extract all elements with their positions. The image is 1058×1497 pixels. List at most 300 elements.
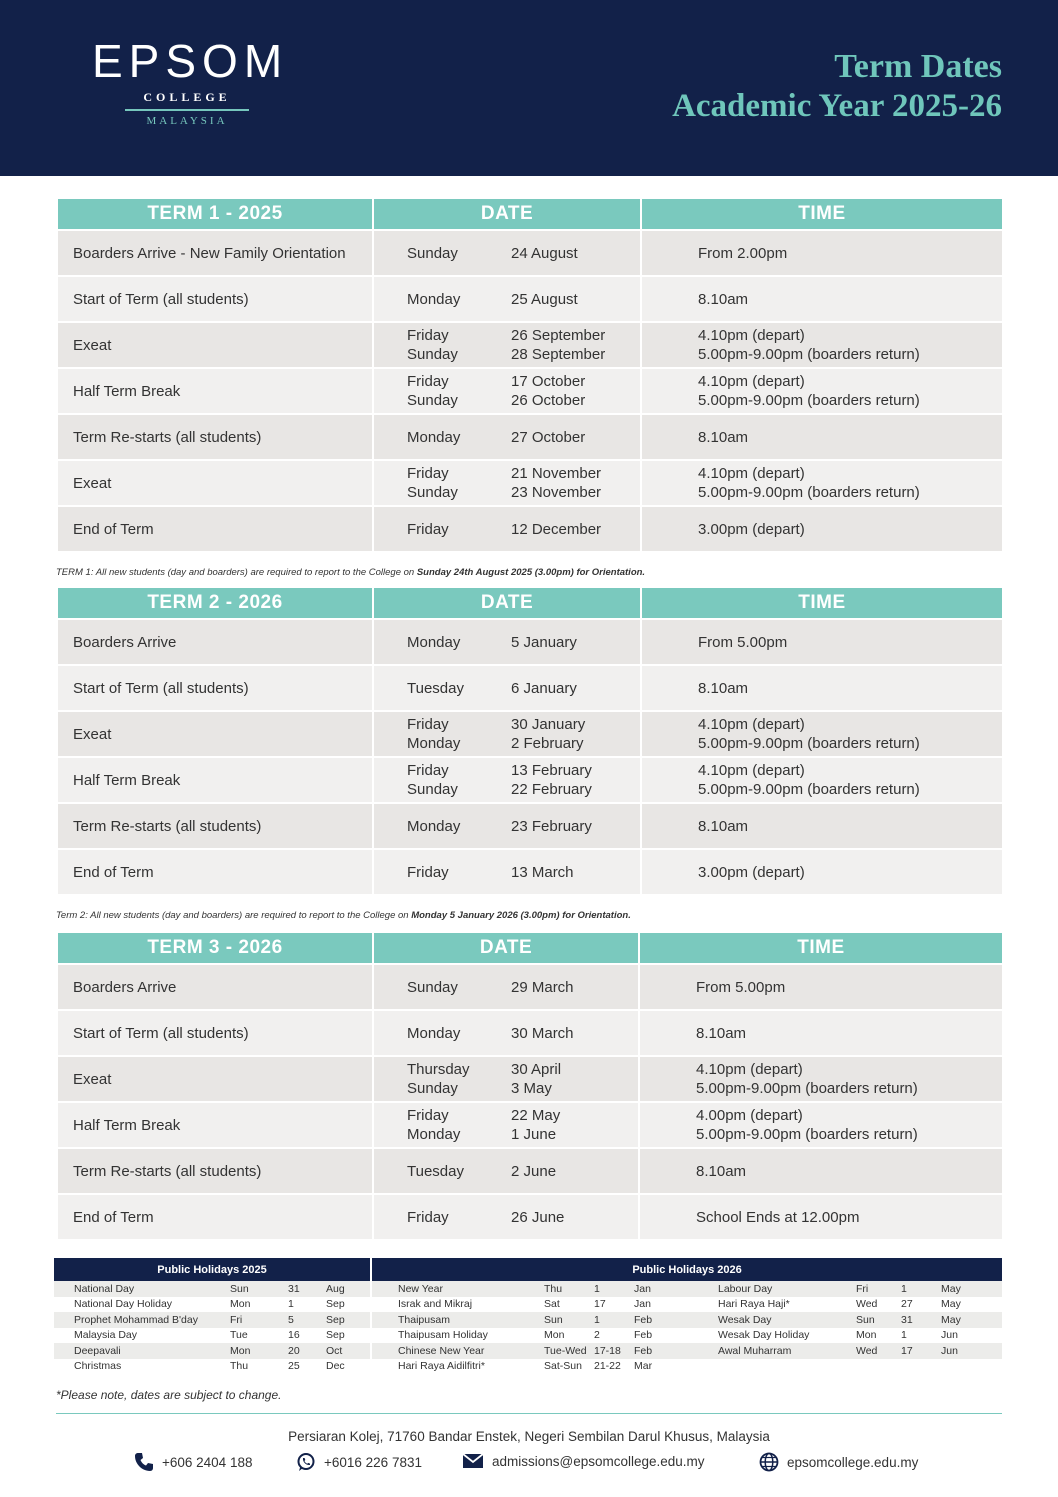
- event-cell: [58, 507, 372, 551]
- calendar-date: 2 June: [511, 1162, 557, 1180]
- holiday-row: [54, 1281, 370, 1297]
- date-line: [407, 391, 640, 410]
- holiday-name: Prophet Mohammad B'day: [54, 1312, 230, 1328]
- date-line: [407, 483, 640, 502]
- date-line: [407, 345, 640, 364]
- calendar-date: 12 December: [511, 520, 602, 538]
- date-cell: [374, 507, 640, 551]
- event-label: Exeat: [73, 474, 112, 492]
- time-value: 8.10am: [698, 290, 749, 308]
- date-line: [407, 244, 640, 263]
- weekday: Friday: [407, 465, 449, 482]
- table-row: [58, 1057, 1002, 1101]
- empty-cell: [941, 1359, 1002, 1375]
- weekday: Tuesday: [407, 1162, 464, 1180]
- holiday-name: National Day Holiday: [74, 1298, 173, 1311]
- table-row: [58, 758, 1002, 802]
- event-cell: [58, 620, 372, 664]
- weekday: Tuesday: [407, 679, 464, 697]
- holiday-day: Sat-Sun: [544, 1360, 582, 1373]
- holiday-name: Labour Day: [692, 1281, 856, 1297]
- term-heading: TERM 1 - 2025: [58, 199, 372, 229]
- date-heading: DATE: [374, 933, 638, 963]
- time-value: 5.00pm-9.00pm (boarders return): [698, 346, 920, 363]
- weekday: Sunday: [407, 484, 458, 501]
- date-line: [407, 1106, 638, 1125]
- holiday-day: Wed: [856, 1298, 878, 1311]
- holiday-month: Aug: [326, 1281, 370, 1297]
- event-label: Boarders Arrive: [73, 633, 177, 651]
- time-cell: [640, 1195, 1002, 1239]
- weekday: Monday: [407, 735, 461, 752]
- weekday: Sunday: [407, 346, 458, 363]
- calendar-date: 26 September: [511, 327, 606, 344]
- weekday: Sunday: [407, 1080, 458, 1097]
- time-value: 8.10am: [698, 428, 749, 446]
- note-emphasis: Sunday 24th August 2025 (3.00pm) for Orientation.: [416, 567, 646, 578]
- time-cell: [642, 277, 1002, 321]
- holiday-day: Sat: [544, 1298, 560, 1311]
- website-contact[interactable]: [759, 1452, 918, 1472]
- time-cell: [640, 965, 1002, 1009]
- weekday: Sunday: [407, 781, 458, 798]
- holiday-name: Wesak Day: [692, 1312, 856, 1328]
- event-cell: [58, 1057, 372, 1101]
- holiday-month: Feb: [634, 1312, 692, 1328]
- time-cell: [642, 850, 1002, 894]
- date-line: [407, 978, 638, 997]
- holiday-day: Tue: [230, 1329, 248, 1342]
- date-line: [407, 290, 640, 309]
- event-label: Term Re-starts (all students): [73, 1162, 262, 1180]
- term-2-table: [56, 586, 1004, 896]
- date-cell: [374, 415, 640, 459]
- event-label: Exeat: [73, 1070, 112, 1088]
- time-cell: [642, 461, 1002, 505]
- event-cell: [58, 712, 372, 756]
- date-cell: [374, 620, 640, 664]
- weekday: Friday: [407, 762, 449, 779]
- event-cell: [58, 1195, 372, 1239]
- event-label: End of Term: [73, 520, 154, 538]
- calendar-date: 22 February: [511, 781, 592, 798]
- date-line: [407, 372, 640, 391]
- holiday-date: 1: [594, 1281, 634, 1297]
- holiday-month: Jun: [941, 1343, 1002, 1359]
- holiday-month: Mar: [634, 1360, 653, 1373]
- globe-icon: [759, 1452, 779, 1472]
- holiday-day: Fri: [230, 1312, 288, 1328]
- table-row: [58, 507, 1002, 551]
- event-cell: [58, 231, 372, 275]
- empty-cell: [692, 1359, 856, 1375]
- email-contact[interactable]: [462, 1452, 705, 1470]
- holiday-row: [372, 1297, 1002, 1313]
- date-cell: [374, 369, 640, 413]
- holiday-month: Feb: [634, 1343, 692, 1359]
- table-row: [58, 323, 1002, 367]
- table-row: [58, 666, 1002, 710]
- date-line: [407, 428, 640, 447]
- holiday-month: Jan: [634, 1298, 651, 1311]
- holiday-name: Thaipusam Holiday: [398, 1329, 488, 1342]
- table-row: [58, 415, 1002, 459]
- holiday-date: 1: [288, 1298, 294, 1311]
- date-cell: [374, 461, 640, 505]
- holiday-day: Mon: [856, 1329, 877, 1342]
- holiday-row: [54, 1328, 370, 1344]
- holiday-date: 25: [288, 1360, 300, 1373]
- event-cell: [58, 415, 372, 459]
- calendar-date: 27 October: [511, 428, 586, 446]
- date-cell: [374, 666, 640, 710]
- holiday-date: 5: [288, 1312, 326, 1328]
- table-row: [58, 850, 1002, 894]
- weekday: Friday: [407, 863, 449, 881]
- holiday-name: Hari Raya Aidilfitri*: [398, 1360, 485, 1373]
- holiday-date: 1: [901, 1281, 941, 1297]
- holiday-name: Chinese New Year: [372, 1343, 544, 1359]
- calendar-date: 17 October: [511, 373, 586, 390]
- event-cell: [58, 758, 372, 802]
- holiday-date: 17: [901, 1343, 941, 1359]
- event-label: Half Term Break: [73, 771, 181, 789]
- time-heading: TIME: [642, 199, 1002, 229]
- time-cell: [640, 1011, 1002, 1055]
- date-line: [407, 679, 640, 698]
- time-value: From 2.00pm: [698, 244, 788, 262]
- calendar-date: 3 May: [511, 1080, 552, 1097]
- event-cell: [58, 965, 372, 1009]
- time-cell: [642, 620, 1002, 664]
- date-line: [407, 1162, 638, 1181]
- holiday-month: Sep: [326, 1329, 345, 1342]
- date-cell: [374, 1103, 638, 1147]
- holiday-name: Wesak Day Holiday: [718, 1329, 810, 1342]
- event-cell: [58, 461, 372, 505]
- event-label: Term Re-starts (all students): [73, 817, 262, 835]
- holiday-day: Thu: [544, 1281, 594, 1297]
- table-row: [58, 369, 1002, 413]
- time-value: 5.00pm-9.00pm (boarders return): [696, 1126, 918, 1143]
- holiday-day: Mon: [230, 1298, 251, 1311]
- holiday-day: Fri: [856, 1281, 901, 1297]
- mail-icon: [462, 1452, 484, 1470]
- holiday-month: Jun: [941, 1329, 958, 1342]
- calendar-date: 26 June: [511, 1208, 565, 1226]
- holiday-date: 16: [288, 1329, 300, 1342]
- holiday-month: May: [941, 1298, 961, 1311]
- weekday: Sunday: [407, 978, 458, 996]
- holiday-date: 17-18: [594, 1343, 634, 1359]
- time-value: 8.10am: [698, 679, 749, 697]
- page-header: [0, 0, 1058, 176]
- empty-cell: [856, 1359, 901, 1375]
- weekday: Friday: [407, 520, 449, 538]
- holiday-month: Dec: [326, 1360, 345, 1373]
- calendar-date: 30 March: [511, 1024, 574, 1042]
- time-cell: [642, 758, 1002, 802]
- holiday-row: [372, 1359, 1002, 1375]
- weekday: Friday: [407, 327, 449, 344]
- title-academic-year: Academic Year 2025-26: [672, 88, 1002, 124]
- event-cell: [58, 1103, 372, 1147]
- holiday-name: New Year: [372, 1281, 544, 1297]
- holiday-day: Wed: [856, 1343, 901, 1359]
- time-heading: TIME: [640, 933, 1002, 963]
- time-heading: TIME: [642, 588, 1002, 618]
- weekday: Monday: [407, 290, 461, 308]
- time-cell: [642, 369, 1002, 413]
- holiday-date: 17: [594, 1298, 606, 1311]
- event-cell: [58, 666, 372, 710]
- calendar-date: 21 November: [511, 465, 602, 482]
- term-1-table: [56, 197, 1004, 553]
- holiday-month: May: [941, 1281, 1002, 1297]
- holiday-month: Oct: [326, 1343, 370, 1359]
- date-line: [407, 1024, 638, 1043]
- table-row: [58, 1149, 1002, 1193]
- contact-bar: [0, 1452, 1058, 1476]
- calendar-date: 22 May: [511, 1107, 561, 1124]
- table-row: [58, 277, 1002, 321]
- holiday-date: 31: [901, 1312, 941, 1328]
- time-cell: [640, 1103, 1002, 1147]
- event-label: Half Term Break: [73, 382, 181, 400]
- event-label: Boarders Arrive: [73, 978, 177, 996]
- time-cell: [642, 507, 1002, 551]
- term-3-table: [56, 931, 1004, 1241]
- time-value: 4.10pm (depart): [698, 762, 805, 779]
- calendar-date: 30 January: [511, 716, 586, 733]
- date-cell: [374, 1149, 638, 1193]
- holiday-date: 1: [594, 1312, 634, 1328]
- time-value: 5.00pm-9.00pm (boarders return): [698, 484, 920, 501]
- whatsapp-icon: [296, 1452, 316, 1472]
- logo-name: EPSOM: [92, 35, 289, 87]
- date-cell: [374, 1011, 638, 1055]
- date-line: [407, 817, 640, 836]
- calendar-date: 25 August: [511, 290, 578, 308]
- holidays-2025-table: [54, 1258, 370, 1374]
- holiday-row: [372, 1281, 1002, 1297]
- holiday-month: Sep: [326, 1312, 370, 1328]
- holidays-2026-title: Public Holidays 2026: [372, 1258, 1002, 1281]
- date-cell: [374, 323, 640, 367]
- website-url: epsomcollege.edu.my: [787, 1454, 919, 1470]
- date-line: [407, 1060, 638, 1079]
- date-cell: [374, 277, 640, 321]
- time-cell: [642, 323, 1002, 367]
- logo-college: COLLEGE: [143, 90, 231, 104]
- time-value: From 5.00pm: [696, 978, 786, 996]
- time-value: 8.10am: [696, 1024, 747, 1042]
- date-line: [407, 863, 640, 882]
- address: Persiaran Kolej, 71760 Bandar Enstek, Negeri Sembilan Darul Khusus, Malaysia: [288, 1429, 770, 1444]
- date-line: [407, 633, 640, 652]
- weekday: Friday: [407, 716, 449, 733]
- holiday-day: Sun: [230, 1281, 288, 1297]
- holiday-date: 31: [288, 1281, 326, 1297]
- date-heading: DATE: [374, 199, 640, 229]
- logo-malaysia: MALAYSIA: [146, 114, 228, 127]
- time-value: 4.00pm (depart): [696, 1107, 803, 1124]
- holiday-day: Sun: [856, 1312, 901, 1328]
- holiday-month: May: [941, 1312, 1002, 1328]
- calendar-date: 23 February: [511, 817, 592, 835]
- date-line: [407, 761, 640, 780]
- time-value: From 5.00pm: [698, 633, 788, 651]
- date-cell: [374, 1057, 638, 1101]
- holiday-name: Israk and Mikraj: [398, 1298, 473, 1311]
- weekday: Friday: [407, 1107, 449, 1124]
- time-value: 3.00pm (depart): [698, 863, 805, 881]
- table-row: [58, 231, 1002, 275]
- holiday-row: [54, 1297, 370, 1313]
- calendar-date: 13 February: [511, 762, 592, 779]
- weekday: Monday: [407, 1126, 461, 1143]
- holiday-date: 27: [901, 1298, 913, 1311]
- phone-contact[interactable]: [134, 1452, 252, 1472]
- weekday: Monday: [407, 428, 461, 446]
- weekday: Monday: [407, 817, 461, 835]
- term-heading: TERM 3 - 2026: [58, 933, 372, 963]
- date-line: [407, 1125, 638, 1144]
- phone-icon: [134, 1452, 154, 1472]
- event-label: Exeat: [73, 336, 112, 354]
- holiday-day: Sun: [544, 1312, 594, 1328]
- time-value: 5.00pm-9.00pm (boarders return): [696, 1080, 918, 1097]
- time-value: School Ends at 12.00pm: [696, 1208, 860, 1226]
- time-value: 4.10pm (depart): [698, 716, 805, 733]
- date-cell: [374, 965, 638, 1009]
- holiday-name: National Day: [54, 1281, 230, 1297]
- holidays-2026-table: [372, 1258, 1002, 1374]
- holiday-name: Awal Muharram: [692, 1343, 856, 1359]
- date-cell: [374, 758, 640, 802]
- holiday-day: Tue-Wed: [544, 1343, 594, 1359]
- calendar-date: 28 September: [511, 346, 606, 363]
- table-row: [58, 1195, 1002, 1239]
- calendar-date: 26 October: [511, 392, 586, 409]
- time-value: 4.10pm (depart): [698, 327, 805, 344]
- date-cell: [374, 850, 640, 894]
- table-row: [58, 804, 1002, 848]
- holiday-name: Deepavali: [54, 1343, 230, 1359]
- time-cell: [640, 1149, 1002, 1193]
- weekday: Friday: [407, 1208, 449, 1226]
- holidays-2025-title: Public Holidays 2025: [54, 1258, 370, 1281]
- holiday-day: Thu: [230, 1360, 249, 1373]
- weekday: Monday: [407, 633, 461, 651]
- event-cell: [58, 1149, 372, 1193]
- event-label: Boarders Arrive - New Family Orientation: [73, 244, 346, 262]
- date-line: [407, 520, 640, 539]
- date-line: [407, 734, 640, 753]
- holiday-date: 1: [901, 1329, 907, 1342]
- event-label: Start of Term (all students): [73, 290, 249, 308]
- term-heading: TERM 2 - 2026: [58, 588, 372, 618]
- holiday-date: 2: [594, 1329, 600, 1342]
- note-text: TERM 1: All new students (day and boarders) are required to report to the College on: [56, 567, 417, 578]
- note-text: Term 2: All new students (day and boarders) are required to report to the College on: [56, 910, 412, 921]
- event-label: Exeat: [73, 725, 112, 743]
- date-cell: [374, 1195, 638, 1239]
- time-cell: [642, 712, 1002, 756]
- calendar-date: 30 April: [511, 1061, 562, 1078]
- time-value: 3.00pm (depart): [698, 520, 805, 538]
- holiday-row: [372, 1312, 1002, 1328]
- date-line: [407, 326, 640, 345]
- disclaimer: *Please note, dates are subject to change.: [56, 1388, 282, 1402]
- holiday-row: [372, 1328, 1002, 1344]
- footer-divider: [56, 1413, 1002, 1414]
- event-label: Half Term Break: [73, 1116, 181, 1134]
- whatsapp-contact[interactable]: [296, 1452, 422, 1472]
- calendar-date: 13 March: [511, 863, 574, 881]
- whatsapp-number: +6016 226 7831: [324, 1454, 422, 1470]
- event-cell: [58, 850, 372, 894]
- time-value: 4.10pm (depart): [698, 373, 805, 390]
- epsom-logo: [92, 35, 289, 127]
- time-value: 5.00pm-9.00pm (boarders return): [698, 392, 920, 409]
- holiday-row: [54, 1312, 370, 1328]
- time-value: 8.10am: [698, 817, 749, 835]
- time-cell: [642, 415, 1002, 459]
- table-row: [58, 965, 1002, 1009]
- holiday-date: 21-22: [594, 1360, 621, 1373]
- date-line: [407, 1079, 638, 1098]
- weekday: Sunday: [407, 244, 458, 262]
- holiday-day: Mon: [230, 1343, 288, 1359]
- table-row: [58, 620, 1002, 664]
- date-line: [407, 715, 640, 734]
- event-cell: [58, 369, 372, 413]
- event-label: Start of Term (all students): [73, 1024, 249, 1042]
- event-label: Term Re-starts (all students): [73, 428, 262, 446]
- time-value: 8.10am: [696, 1162, 747, 1180]
- date-heading: DATE: [374, 588, 640, 618]
- time-cell: [642, 804, 1002, 848]
- title-term-dates: Term Dates: [834, 48, 1002, 85]
- logo-divider: [125, 109, 249, 111]
- term-2-note: [56, 910, 631, 921]
- holiday-row: [54, 1359, 370, 1375]
- date-line: [407, 1208, 638, 1227]
- holiday-row: [54, 1343, 370, 1359]
- time-value: 5.00pm-9.00pm (boarders return): [698, 735, 920, 752]
- time-value: 4.10pm (depart): [698, 465, 805, 482]
- calendar-date: 6 January: [511, 679, 577, 697]
- holiday-month: Jan: [634, 1281, 692, 1297]
- holiday-row: [372, 1343, 1002, 1359]
- empty-cell: [901, 1359, 941, 1375]
- table-row: [58, 461, 1002, 505]
- phone-number: +606 2404 188: [162, 1454, 253, 1470]
- date-cell: [374, 231, 640, 275]
- weekday: Monday: [407, 1024, 461, 1042]
- table-row: [58, 1011, 1002, 1055]
- email-address: admissions@epsomcollege.edu.my: [492, 1453, 705, 1469]
- calendar-date: 1 June: [511, 1126, 557, 1143]
- date-cell: [374, 712, 640, 756]
- weekday: Friday: [407, 373, 449, 390]
- event-label: End of Term: [73, 863, 154, 881]
- event-cell: [58, 1011, 372, 1055]
- time-value: 4.10pm (depart): [696, 1061, 803, 1078]
- holiday-name: Thaipusam: [372, 1312, 544, 1328]
- calendar-date: 29 March: [511, 978, 574, 996]
